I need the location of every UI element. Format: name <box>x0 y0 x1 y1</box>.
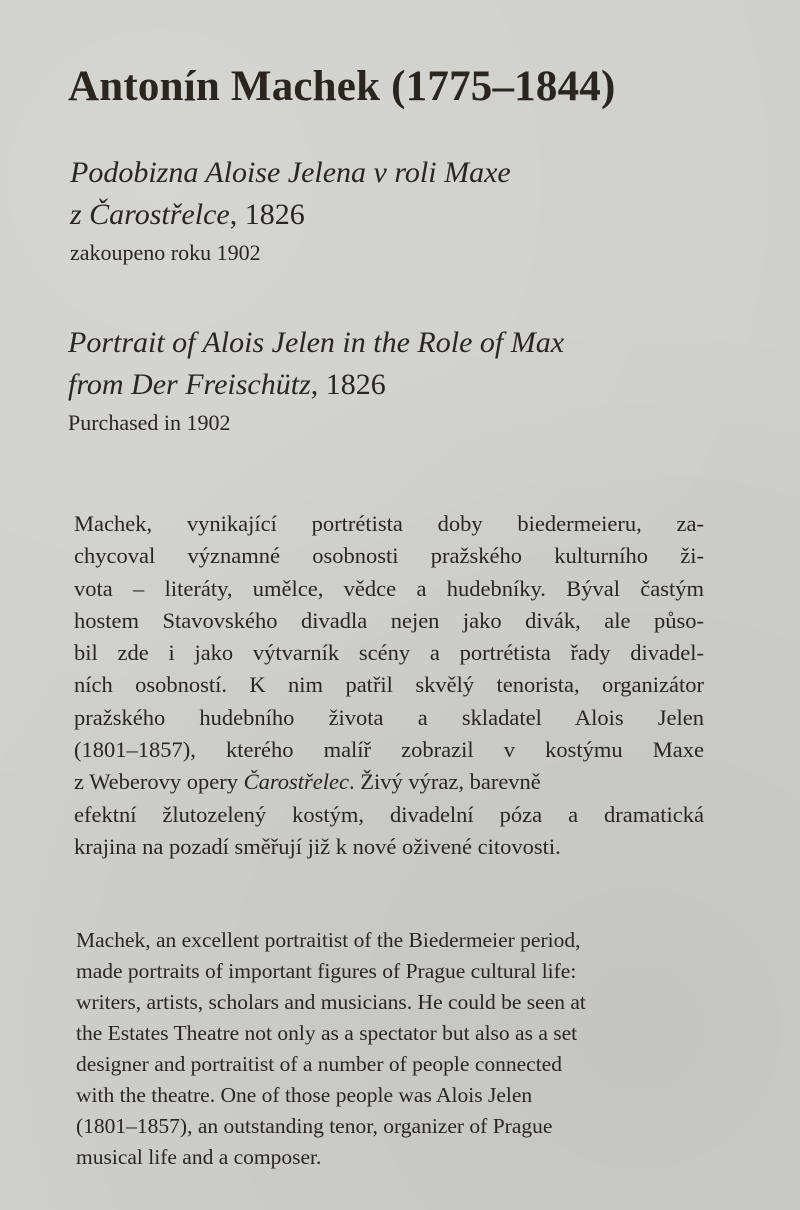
english-work-title-line1: Portrait of Alois Jelen in the Role of Max <box>68 326 565 359</box>
czech-description-line: Machek, vynikající portrétista doby biedermeieru, za- <box>74 511 704 536</box>
english-description-line: the Estates Theatre not only as a spectator but also as a set <box>76 1021 578 1045</box>
english-acquisition: Purchased in 1902 <box>68 410 231 435</box>
czech-description-line: krajina na pozadí směřují již k nové oživené citovosti. <box>74 833 561 859</box>
english-description-line: Machek, an excellent portraitist of the Biedermeier period, <box>76 928 581 952</box>
czech-artwork-info <box>70 152 710 268</box>
czech-description-line: vota – literáty, umělce, vědce a hudebníky. Býval častým <box>74 575 704 601</box>
czech-acquisition: zakoupeno roku 1902 <box>70 240 261 265</box>
czech-description-line: hostem Stavovského divadla nejen jako divák, ale půso- <box>74 607 704 633</box>
english-work-title <box>68 322 708 406</box>
czech-description <box>74 508 704 863</box>
artist-name-title: Antonín Machek (1775–1844) <box>68 63 616 110</box>
czech-line9-after: . Živý výraz, barevně <box>349 769 541 795</box>
czech-line9-before: z Weberovy opery <box>74 769 244 795</box>
english-description-line: writers, artists, scholars and musicians. He could be seen at <box>76 990 586 1014</box>
english-description-line: musical life and a composer. <box>76 1145 322 1169</box>
english-description-line: (1801–1857), an outstanding tenor, organizer of Prague <box>76 1114 553 1138</box>
czech-work-title-line2: z Čarostřelce <box>70 198 230 231</box>
english-description-line: designer and portraitist of a number of people connected <box>76 1052 562 1076</box>
czech-description-line-opera <box>74 766 704 798</box>
english-description <box>76 925 710 1173</box>
english-work-title-line2: from Der Freischütz <box>68 368 311 401</box>
english-work-year: , 1826 <box>310 368 386 401</box>
czech-work-title-line1: Podobizna Aloise Jelena v roli Maxe <box>70 156 511 189</box>
czech-work-title <box>70 152 710 236</box>
english-description-line: made portraits of important figures of Prague cultural life: <box>76 959 577 983</box>
czech-description-line: (1801–1857), kterého malíř zobrazil v kostýmu Maxe <box>74 737 704 763</box>
english-artwork-info <box>68 322 708 438</box>
czech-description-line: bil zde i jako výtvarník scény a portrétista řady divadel- <box>74 640 704 666</box>
czech-description-line: efektní žlutozelený kostým, divadelní póza a dramatická <box>74 801 704 827</box>
czech-description-line: ních osobností. K nim patřil skvělý tenorista, organizátor <box>74 672 704 698</box>
czech-description-line: pražského hudebního života a skladatel Alois Jelen <box>74 704 704 730</box>
czech-work-year: , 1826 <box>229 198 305 231</box>
czech-description-line: chycoval významné osobnosti pražského kulturního ži- <box>74 543 704 569</box>
czech-opera-title: Čarostřelec <box>243 769 349 795</box>
english-description-line: with the theatre. One of those people was Alois Jelen <box>76 1083 533 1107</box>
